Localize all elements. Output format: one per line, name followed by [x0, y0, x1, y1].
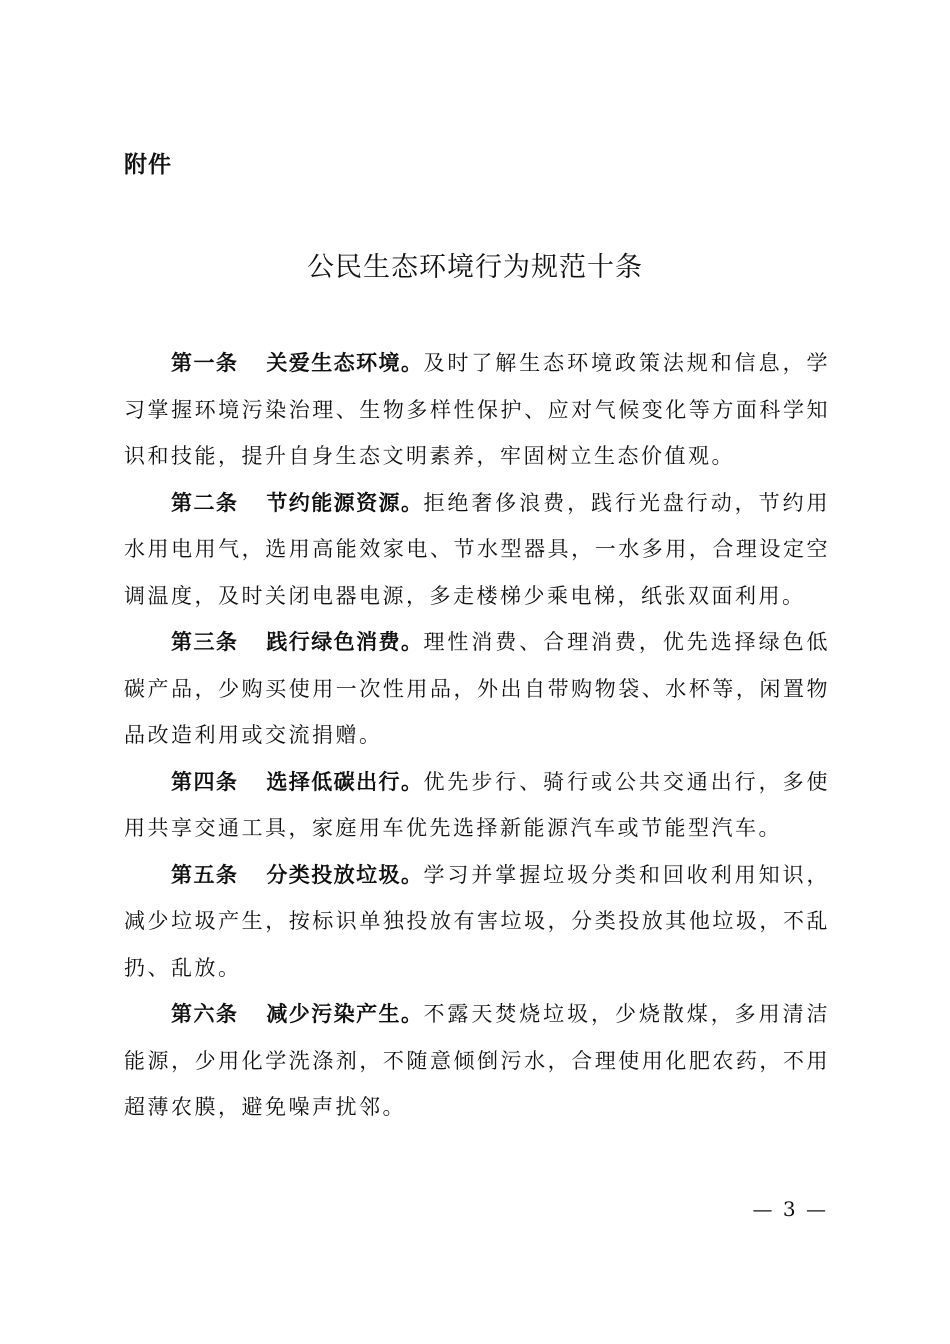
article-heading: 节约能源资源。	[266, 490, 424, 515]
article-text: 学习并掌握垃圾分类和回收利用知识，减少垃圾产生，按标识单独投放有害垃圾，分类投放其他垃圾，不乱扔、乱放。	[124, 862, 831, 980]
article-text: 不露天焚烧垃圾，少烧散煤，多用清洁能源，少用化学洗涤剂，不随意倾倒污水，合理使用化肥农药，不用超薄农膜，避免噪声扰邻。	[124, 1002, 831, 1119]
attachment-label: 附件	[124, 152, 172, 178]
document-body	[124, 340, 830, 1131]
article-5	[124, 852, 830, 992]
article-1	[124, 340, 830, 480]
article-text: 及时了解生态环境政策法规和信息，学习掌握环境污染治理、生物多样性保护、应对气候变化等方面科学知识和技能，提升自身生态文明素养，牢固树立生态价值观。	[124, 351, 831, 468]
article-number: 第二条	[171, 490, 239, 515]
article-2	[124, 480, 830, 620]
article-heading: 关爱生态环境。	[266, 351, 424, 375]
article-6	[124, 991, 830, 1131]
page-number: — 3 —	[752, 1197, 828, 1221]
article-number: 第一条	[171, 351, 239, 375]
article-number: 第五条	[171, 862, 239, 887]
article-heading: 选择低碳出行。	[266, 769, 424, 794]
article-number: 第四条	[171, 769, 239, 794]
article-heading: 减少污染产生。	[266, 1002, 424, 1026]
article-heading: 践行绿色消费。	[266, 630, 424, 654]
article-text: 拒绝奢侈浪费，践行光盘行动，节约用水用电用气，选用高能效家电、节水型器具，一水多用，合理设定空调温度，及时关闭电器电源，多走楼梯少乘电梯，纸张双面利用。	[124, 490, 831, 608]
article-number: 第三条	[171, 630, 239, 654]
article-3	[124, 619, 830, 759]
article-text: 优先步行、骑行或公共交通出行，多使用共享交通工具，家庭用车优先选择新能源汽车或节能型汽车。	[124, 769, 831, 840]
article-4	[124, 759, 830, 852]
document-title: 公民生态环境行为规范十条	[307, 252, 643, 283]
article-text: 理性消费、合理消费，优先选择绿色低碳产品，少购买使用一次性用品，外出自带购物袋、水杯等，闲置物品改造利用或交流捐赠。	[124, 630, 831, 747]
article-number: 第六条	[171, 1002, 239, 1026]
article-heading: 分类投放垃圾。	[266, 862, 424, 887]
